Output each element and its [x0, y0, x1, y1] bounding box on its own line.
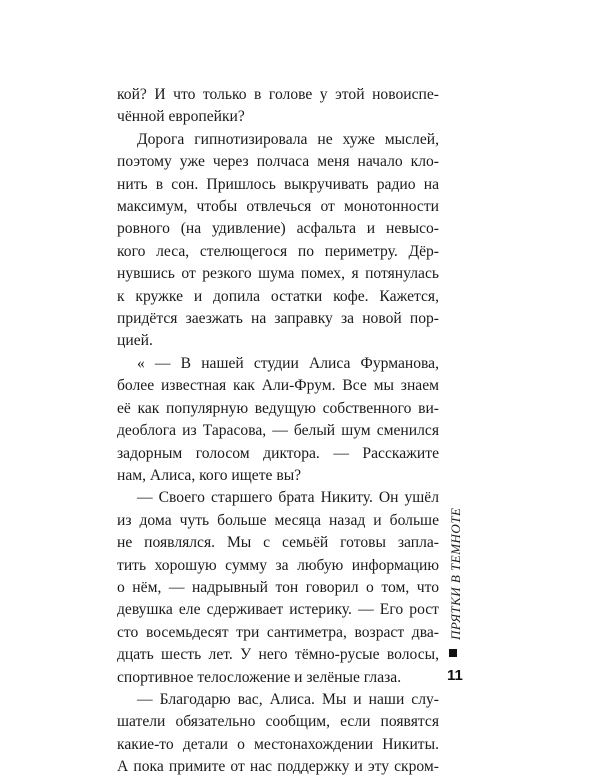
text-line: поэтому уже через полчаса меня начало кло-: [117, 153, 439, 171]
running-title: ПРЯТКИ В ТЕМНОТЕ: [448, 507, 463, 640]
text-line: Дорога гипнотизировала не хуже мыслей,: [137, 130, 439, 148]
text-line: не появлялся. Мы с семьёй готовы запла-: [117, 534, 439, 552]
paragraph-3: [117, 353, 439, 487]
text-line: тить хорошую сумму за любую информацию: [117, 556, 439, 574]
paragraph-1: [117, 84, 439, 129]
paragraph-5: [117, 689, 439, 779]
text-line: шатели обязательно сообщим, если появятся: [117, 713, 439, 731]
text-line: « — В нашей студии Алиса Фурманова,: [137, 354, 439, 372]
text-line: дцать шесть лет. У него тёмно-русые волосы,: [117, 646, 439, 664]
text-line: нам, Алиса, кого ищете вы?: [117, 466, 302, 484]
text-line: к кружке и допила остатки кофе. Кажется,: [117, 287, 439, 305]
text-line: задорным голосом диктора. — Расскажите: [117, 444, 439, 462]
page-number: 11: [447, 667, 463, 684]
text-line: девушка еле сдерживает истерику. — Его рост: [117, 601, 439, 619]
text-line: кой? И что только в голове у этой новоиспе-: [117, 86, 439, 103]
text-line: максимум, чтобы отвлечься от монотонности: [117, 198, 439, 216]
paragraph-2: [117, 129, 439, 353]
text-line: о нём, — надрывный тон говорил о том, что: [117, 578, 439, 596]
text-line: — Своего старшего брата Никиту. Он ушёл: [137, 489, 439, 507]
text-line: более известная как Али-Фрум. Все мы знаем: [117, 377, 439, 395]
text-line: деоблога из Тарасова, — белый шум сменился: [117, 422, 439, 440]
square-marker-icon: [449, 649, 457, 657]
text-line: из дома чуть больше месяца назад и больше: [117, 511, 439, 529]
main-text: [117, 84, 439, 779]
text-line: чённой европейки?: [117, 108, 245, 126]
text-line: сто восемьдесят три сантиметра, возраст два-: [117, 623, 439, 641]
paragraph-4: [117, 487, 439, 689]
text-line: ровного (на удивление) асфальта и невысо-: [117, 220, 439, 238]
text-line: спортивное телосложение и зелёные глаза.: [117, 668, 402, 686]
text-line: цией.: [117, 332, 153, 350]
text-line: какие-то детали о местонахождении Никиты.: [117, 735, 439, 753]
text-line: нувшись от резкого шума помех, я потянулась: [117, 265, 439, 283]
text-line: нить в сон. Пришлось выкручивать радио на: [117, 175, 439, 193]
text-line: — Благодарю вас, Алиса. Мы и наши слу-: [137, 690, 439, 708]
text-line: кого леса, стелющегося по периметру. Дёр-: [117, 242, 439, 260]
text-line: её как популярную ведущую собственного ви-: [117, 399, 439, 417]
text-line: А пока примите от нас поддержку и эту скром-: [117, 758, 439, 776]
text-line: придётся заезжать на заправку за новой пор-: [117, 310, 439, 328]
